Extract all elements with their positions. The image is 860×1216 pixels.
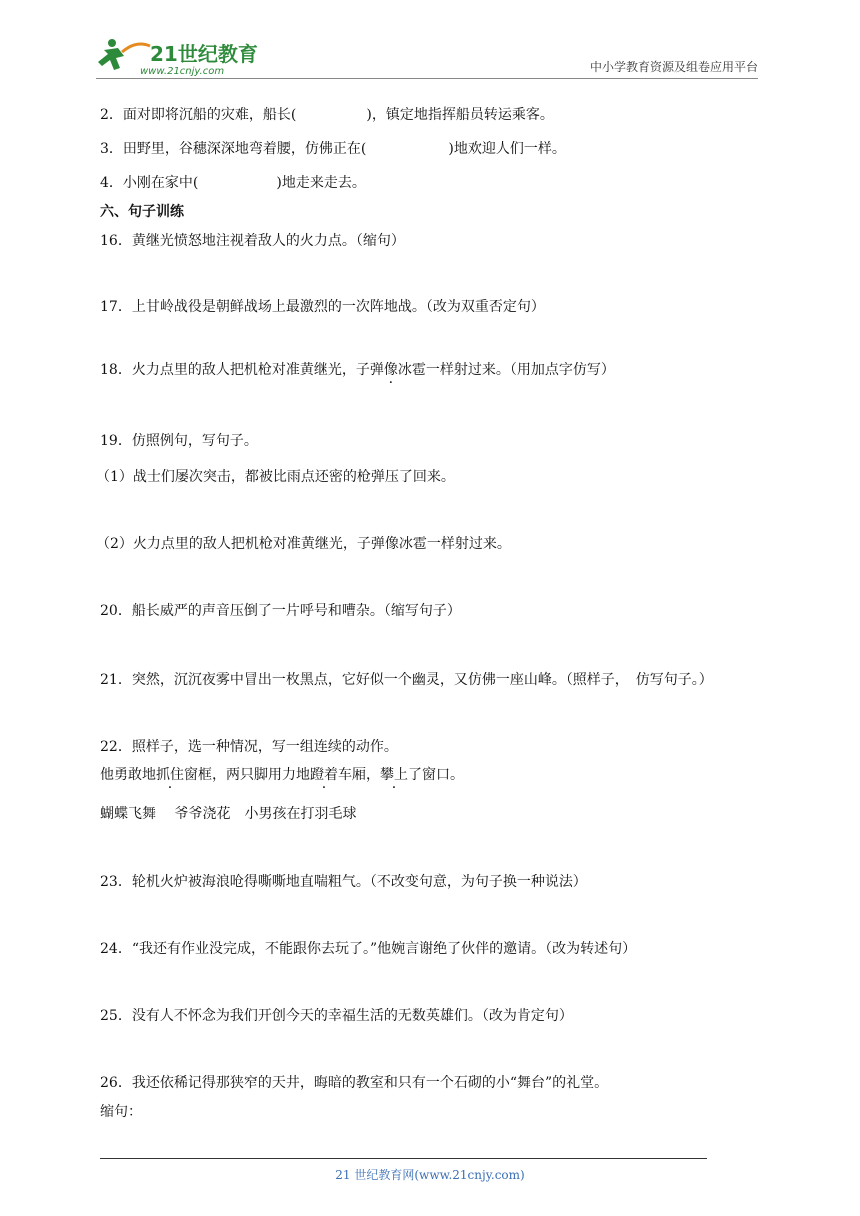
question-19-1: （1）战士们屡次突击，都被比雨点还密的枪弹压了回来。 [96, 469, 455, 485]
question-26: 26．我还依稀记得那狭窄的天井，晦暗的教室和只有一个石砌的小“舞台”的礼堂。 [100, 1075, 609, 1091]
question-18: 18．火力点里的敌人把机枪对准黄继光，子弹像冰雹一样射过来。（用加点字仿写） [100, 362, 615, 378]
platform-name: 中小学教育资源及组卷应用平台 [589, 60, 758, 74]
fill-item-3: 3．田野里，谷穗深深地弯着腰，仿佛正在( )地欢迎人们一样。 [100, 141, 566, 157]
header-divider [96, 78, 758, 79]
footer-text: 21 世纪教育网(www.21cnjy.com) [335, 1168, 525, 1182]
page-header [96, 34, 758, 80]
logo-21cnjy [96, 34, 271, 78]
question-20: 20．船长威严的声音压倒了一片呼号和嘈杂。（缩写句子） [100, 603, 461, 619]
question-22-example: 他勇敢地抓住窗框，两只脚用力地蹬着车厢，攀上了窗口。 [100, 767, 464, 783]
logo-text: 21世纪教育 [150, 42, 258, 66]
question-23: 23．轮机火炉被海浪呛得嘶嘶地直喘粗气。（不改变句意，为句子换一种说法） [100, 874, 587, 890]
question-26-label: 缩句： [100, 1104, 142, 1120]
logo-url: www.21cnjy.com [140, 66, 225, 77]
question-25: 25．没有人不怀念为我们开创今天的幸福生活的无数英雄们。（改为肯定句） [100, 1008, 573, 1024]
footer-divider [100, 1158, 707, 1159]
question-24: 24．“我还有作业没完成，不能跟你去玩了。”他婉言谢绝了伙伴的邀请。（改为转述句） [100, 941, 637, 957]
question-19: 19．仿照例句，写句子。 [100, 433, 258, 449]
question-22-options: 蝴蝶飞舞 爷爷浇花 小男孩在打羽毛球 [100, 806, 357, 822]
question-22: 22．照样子，选一种情况，写一组连续的动作。 [100, 739, 398, 755]
section-title: 六、句子训练 [100, 204, 184, 220]
question-19-2: （2）火力点里的敌人把机枪对准黄继光，子弹像冰雹一样射过来。 [96, 536, 511, 552]
emphasis-char: 像 [383, 362, 398, 378]
question-21: 21．突然，沉沉夜雾中冒出一枚黑点，它好似一个幽灵，又仿佛一座山峰。（照样子， 仿写句子。） [100, 672, 713, 688]
fill-item-4: 4．小刚在家中( )地走来走去。 [100, 175, 366, 191]
fill-item-2: 2．面对即将沉船的灾难，船长( )，镇定地指挥船员转运乘客。 [100, 107, 554, 123]
question-17: 17．上甘岭战役是朝鲜战场上最激烈的一次阵地战。（改为双重否定句） [100, 299, 545, 315]
question-16: 16．黄继光愤怒地注视着敌人的火力点。（缩句） [100, 233, 405, 249]
